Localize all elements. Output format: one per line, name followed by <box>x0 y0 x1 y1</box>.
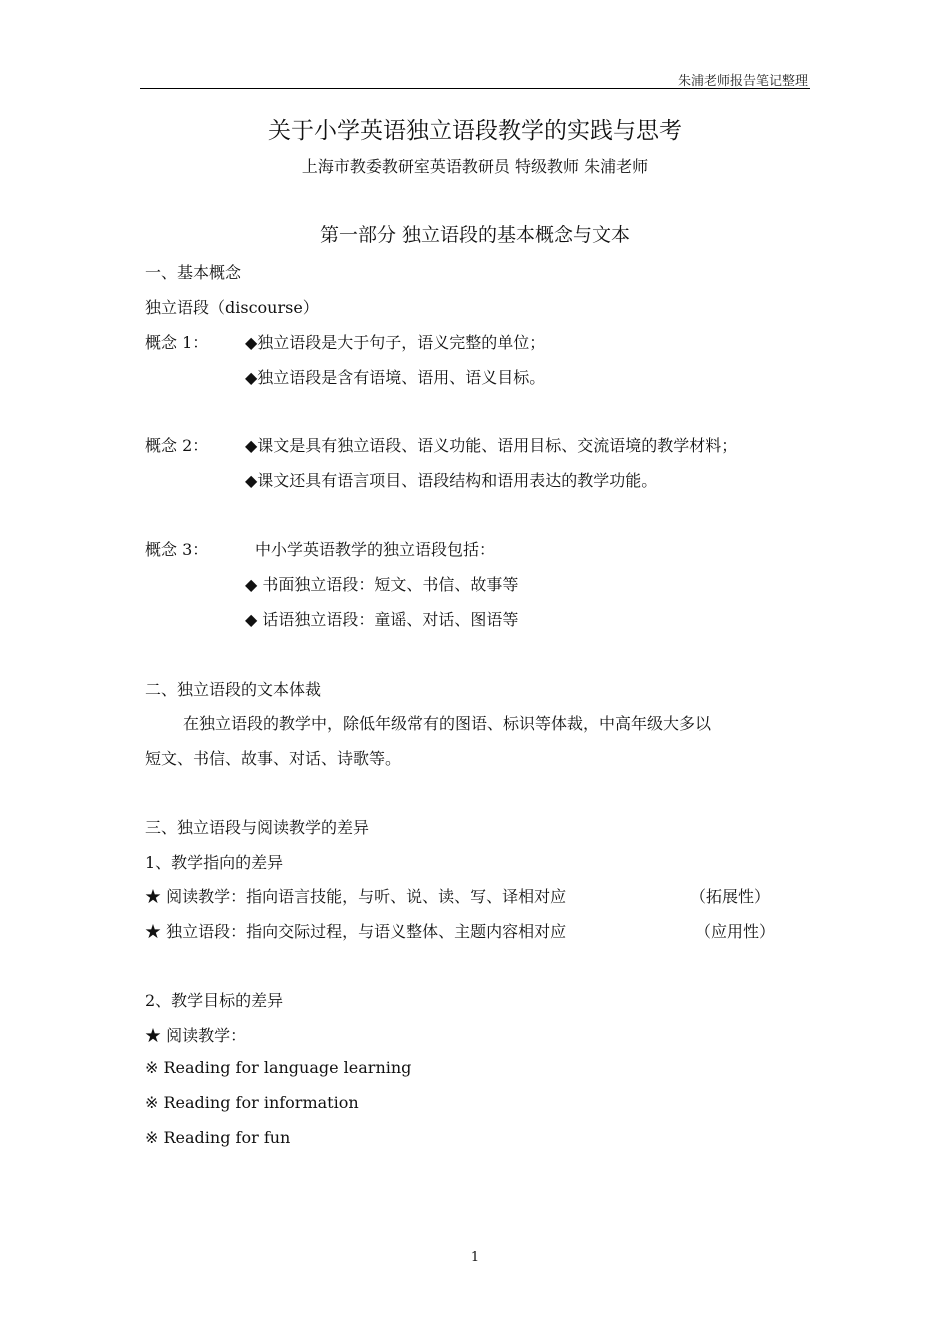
document-subtitle: 上海市教委教研室英语教研员 特级教师 朱浦老师 <box>301 157 649 176</box>
reading-purpose-item: ※ Reading for information <box>145 1093 359 1112</box>
concept1-item: ◆独立语段是大于句子，语义完整的单位； <box>245 333 546 352</box>
reading-purpose-item: ※ Reading for fun <box>145 1128 291 1147</box>
reading-purpose-item: ※ Reading for language learning <box>145 1058 412 1077</box>
concept3-item: ◆ 话语独立语段：童谣、对话、图语等 <box>245 610 519 629</box>
header-rule <box>140 88 810 89</box>
document-title: 关于小学英语独立语段教学的实践与思考 <box>268 118 682 144</box>
concept3-intro: 中小学英语教学的独立语段包括： <box>255 540 496 559</box>
concept1-label: 概念 1： <box>145 333 209 352</box>
part1-title: 第一部分 独立语段的基本概念与文本 <box>319 224 631 246</box>
comparison-row-text: ★ 阅读教学：指向语言技能，与听、说、读、写、译相对应 <box>145 887 567 906</box>
section2-heading: 二、独立语段的文本体裁 <box>145 680 322 699</box>
section2-paragraph-line: 短文、书信、故事、对话、诗歌等。 <box>145 749 402 768</box>
page-number: 1 <box>470 1250 480 1265</box>
subsection2-heading: 2、教学目标的差异 <box>145 991 284 1010</box>
concept1-item: ◆独立语段是含有语境、语用、语义目标。 <box>245 368 546 387</box>
reading-teaching-label: ★ 阅读教学： <box>145 1026 247 1045</box>
section3-heading: 三、独立语段与阅读教学的差异 <box>145 818 370 837</box>
concept3-label: 概念 3： <box>145 540 209 559</box>
concept2-item: ◆课文是具有独立语段、语义功能、语用目标、交流语境的教学材料； <box>245 436 738 455</box>
section1-term: 独立语段（discourse） <box>145 298 319 317</box>
comparison-row-tag: （拓展性） <box>690 887 771 906</box>
concept3-item: ◆ 书面独立语段：短文、书信、故事等 <box>245 575 519 594</box>
concept2-label: 概念 2： <box>145 436 209 455</box>
section1-heading: 一、基本概念 <box>145 263 242 282</box>
subsection1-heading: 1、教学指向的差异 <box>145 853 284 872</box>
concept2-item: ◆课文还具有语言项目、语段结构和语用表达的教学功能。 <box>245 471 658 490</box>
comparison-row-text: ★ 独立语段：指向交际过程，与语义整体、主题内容相对应 <box>145 922 567 941</box>
comparison-row-tag: （应用性） <box>695 922 776 941</box>
section2-paragraph-line: 在独立语段的教学中，除低年级常有的图语、标识等体裁，中高年级大多以 <box>183 714 712 733</box>
header-note: 朱浦老师报告笔记整理 <box>677 74 808 89</box>
